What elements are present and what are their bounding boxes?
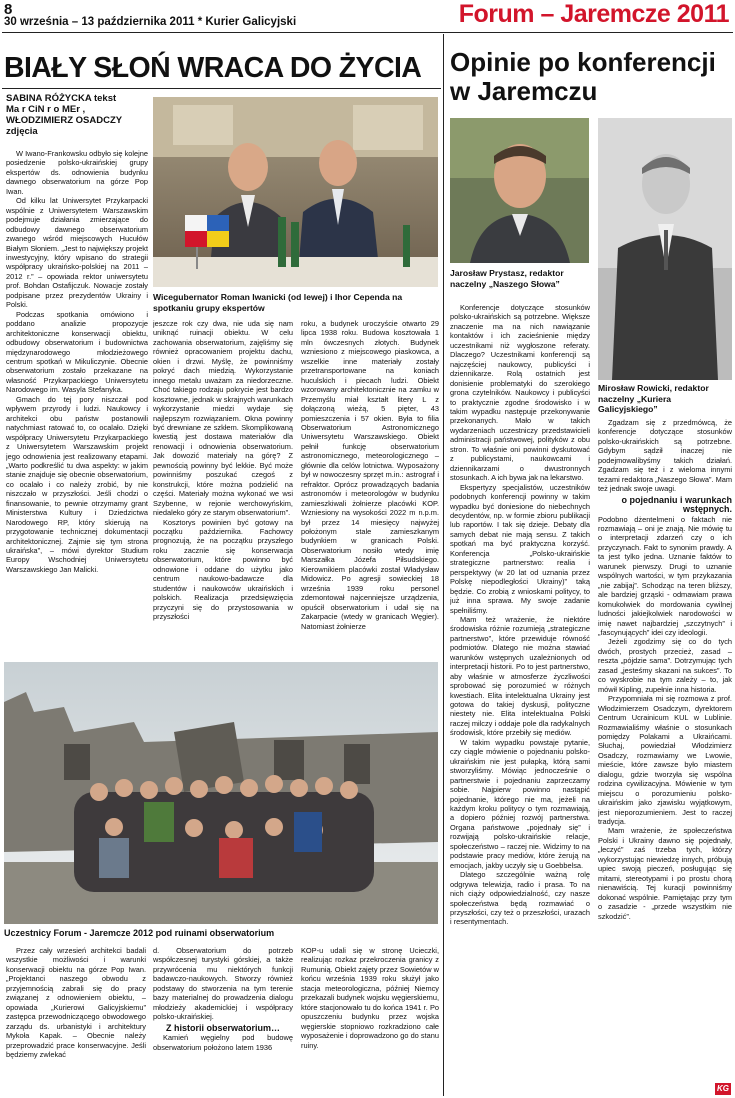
paragraph: Przez cały wrzesień architekci badali wszystkie możliwości i warunki konserwacji obiektu na górze Pop Iwan. „Projektanci naszego obwodu z przyjemnością zabrali się do pracy związanej z odnowieniem obiektu, – opowiada „Kurierowi Galicyjskiemu” zastępca przewodniczącego obwodowego zarządu ds. urbanistyki i architektury Mykoła Kapak. – Obecnie należy przeprowadzić prace konserwacyjne. Jeśli będziemy zwlekać [6, 946, 146, 1059]
subheading-history: Z historii obserwatorium… [165, 1022, 280, 1033]
paragraph: Zgadzam się z przedmówcą, że konferencje dotyczące stosunków polsko-ukraińskich są potrzebne. Gdybym sądził inaczej nie podejmowalibyśmy takich działań. Zgadzam się też i z wieloma innymi tezami redaktora „Naszego Słowa”. Mam też jednak swoje uwagi. [598, 418, 732, 494]
paragraph: KOP-u udali się w stronę Ucieczki, realizując rozkaz przekroczenia granicy z Rumunią. Obiekt zajęty przez Sowietów w końcu września 1939 roku służył jako stacja meteorologiczna, później Niemcy przekazali budynek wojsku węgierskiemu, które stacjonowało tu do końca 1941 r. Po opuszczeniu budynku przez wojska węgierskie stopniowo rozkradziono całe wyposażenie i doprowadzono go do stanu ruiny. [301, 946, 439, 1050]
photo-prystasz [450, 118, 589, 263]
date-line: 30 września – 13 października 2011 * Kurier Galicyjski [4, 16, 297, 28]
photo-rowicki [598, 118, 732, 380]
section-title: Forum – Jaremcze 2011 [458, 0, 729, 28]
paragraph: Mam wrażenie, że społeczeństwa Polski i Ukrainy dawno się pojednały, „leczyć” zaś trzeba tych, którzy wykorzystując niewiedzę innych, próbują upiec swoją pieczeń, posługując się mitami, stereotypami i po prostu chorą nienawiścią. Tej kuracji powinniśmy dokonać wspólnie. Pamiętając przy tym o zasadzie - „przede wszystkim nie szkodzić”. [598, 826, 732, 921]
paragraph: d. Obserwatorium do potrzeb współczesnej turystyki górskiej, a także przywrócenia mu niektórych funkcji badawczo-naukowych. Stworzy również podstawy do stworzenia na tym terenie bazy materialnej do prowadzenia dialogu młodzieży akademickiej i współpracy polsko-ukraińskiej. [153, 946, 293, 1022]
photo-group-ruins [4, 662, 438, 924]
header-rule [2, 32, 733, 33]
paragraph: Kamień węgielny pod budowę obserwatorium położono latem 1936 [153, 1033, 293, 1052]
article1-bottom-column-1 [6, 946, 146, 1096]
subheading-reconciliation: o pojednaniu i warunkach wstępnych. [621, 494, 732, 515]
article2-column-a [450, 303, 590, 1096]
photo-meeting-caption: Wicegubernator Roman Iwanicki (od lewej) i Ihor Cependa na spotkaniu grupy ekspertów [153, 292, 403, 313]
paragraph: Podobno dżentelmeni o faktach nie rozmawiają – oni je znają. Nie mówię tu o interpretacji zdarzeń czy o ich przyczynach. Fakt to synonim prawdy. A ta jest tylko jedna. Uznanie faktów to warunek pierwszy. Drugi to uznanie wspólnych wartości, w tym przykazania „nie zabijaj”. Schodząc na teren bliższy, ale bardziej grząski - odmawiam prawa komukolwiek do mordowania cywilnej ludności jakiejkolwiek narodowości w imię nawet najbardziej „szczytnych” i „fascynujących” idei czy ideologii. [598, 514, 732, 637]
caption-prystasz: Jarosław Prystasz, redaktor naczelny „Naszego Słowa” [450, 268, 564, 289]
paragraph: roku, a budynek uroczyście otwarto 29 lipca 1938 roku. Budowa kosztowała 1 mln ówczesnych złotych. Budynek wzniesiono z miejscowego piaskowca, a wszelkie inne materiały zostały przetransportowane na koniach huculskich i piecach ludzi. Obiekt wzorowany architektonicznie na zamku w Przemyślu miał kształt litery L z dołączoną wieżą, 5 pięter, 43 pomieszczenia i 57 okien. Była to filia Obserwatorium Astronomicznego Uniwersytetu Warszawskiego. Obiekt pełnił funkcję obserwatorium astronomicznego, meteorologicznego – głównie dla celów lotnictwa. Wyposażony był w nowoczesny sprzęt m.in.: astrograf i refraktor. Oprócz prowadzących badania astronomów i meteorologów w budynku zamieszkiwali żołnierze placówki KOP. Wzniesiony na wysokości 2022 m n.p.m. był przez 14 miesięcy najwyżej położonym stale zamieszkanym budynkiem w granicach Polski. Obserwatorium nosiło wtedy imię Marszałka Józefa Piłsudskiego. Kierownikiem placówki został Władysław Midowicz. Po agresji sowieckiej 18 września 1939 roku personel zdemontował najcenniejsze urządzenia, opuścił obserwatorium i udał się na Zakarpacie (wtedy w granicach Węgier). Natomiast żołnierze [301, 319, 439, 631]
paragraph: Przypomniała mi się rozmowa z prof. Włodzimierzem Osadczym, dyrektorem Centrum Ucrainicum KUL w Lublinie. Rozmawialiśmy właśnie o stosunkach pomiędzy Polakami a Ukraińcami. Słuchaj, powiedział Włodzimierz Osadczy, rozmawiamy we Lwowie, mieście, które zawsze było miastem dialogu, gdzie tworzyła się wspólna rodzina cywilizacyjna. Mówienie w tym miejscu o porozumieniu polsko-ukraińskim jako zjawisku wyjątkowym, jest nieporozumieniem. Jest to raczej tradycja. [598, 694, 732, 827]
paragraph: Dlatego szczególnie ważną rolę odgrywa telewizja, radio i prasa. To na nich ciąży odpowiedzialność, czy nasze społeczeństwa będą rozmawiać o przyszłości, czy też o przeszłości, urazach i resentymentach. [450, 870, 590, 927]
paragraph: Ekspertyzy specjalistów, uczestników podobnych konferencji powinny w takim wypadku być doniesione do niebechnych decydentów, np. w formie zbioru publikacji lub raportów. I tak się dzieje. Debaty dla samych debat nie mają sensu. Z takich spotkań ma być praktyczna korzyść. Konferencja „Polsko-ukraińskie strategiczne partnerstwo: realia i perspektywy (w 20 lat od uznania przez Polskę niepodległości Ukrainy)” taką będzie. Co zrobią z wnioskami politycy, to już inna sprawa. My swoje zadanie spełniliśmy. [450, 482, 590, 615]
photo-meeting [153, 97, 438, 287]
paragraph: Podczas spotkania omówiono i poddano analizie propozycje architektoniczne konserwacji obiektu, odbudowy obserwatorium i budownictwa międzynarodowego młodzieżowego centrum spotkań w Mikuliczynie. Obecnie obserwatorium zostało przekazane na własność Przykarpackiego Uniwersytetu Narodowego im. Wasyla Stefanyka. [6, 309, 148, 395]
paragraph: W Iwano-Frankowsku odbyło się kolejne posiedzenie polsko-ukraińskiej grupy ekspertów ds. odnowienia budynku dawnego obserwatorium na górze Pop Iwan. [6, 149, 148, 196]
article1-byline: SABINA RÓŻYCKA tekst Ma r CiN r o MEr , WŁODZIMIERZ OSADCZY zdjęcia [6, 93, 123, 137]
publisher-logo: KG [717, 1084, 729, 1093]
article2-headline: Opinie po konferencji w Jaremczu [450, 47, 716, 106]
paragraph: Od kilku lat Uniwersytet Przykarpacki wspólnie z Uniwersytetem Warszawskim podejmuje działania zmierzające do odbudowy dawnego obserwatorium zwanego wśród miejscowych Hucułów Białym Słoniem. „Jest to największy projekt inwestycyjny, który wpisano do strategii współpracy ukraińsko-polskiej na 2011 – 2012 r.” – opowiada rektor uniwersytetu prof. Bohdan Ostafijczuk. Nowacje zostały podpisane przez prezydentów Ukrainy i Polski. [6, 196, 148, 310]
article1-headline: BIAŁY SŁOŃ WRACA DO ŻYCIA [4, 52, 422, 84]
headline-rule [2, 88, 441, 89]
photo-group-caption: Uczestnicy Forum - Jaremcze 2012 pod ruinami obserwatorium [4, 928, 275, 938]
paragraph: Mam też wrażenie, że niektóre środowiska różnie rozumieją „strategiczne partnerstwo”, które przewiduje równość podmiotów. Dlatego nie można stawiać warunków wstępnych uzależnionych od interpretacji historii. Po to jest partnerstwo, aby właśnie w atmosferze życzliwości sprobować się porozumieć w różnych kwestiach. Elita intelektualna Ukrainy jest gotowa do takiej dyskusji, polityczne niestety nie. Elita intelektualna Polski raczej milczy i oddaje pole dla radykalnych środowisk, które przebiły się mediów. [450, 614, 590, 738]
paragraph: Konferencje dotyczące stosunków polsko-ukraińskich są potrzebne. Większe znaczenie ma na nich nawiązanie kontaktów i ich zacieśnienie między uczestnikami niż wygłoszone referaty. Dlaczego? Uczestnikami konferencji są najczęściej naukowcy, publicyści i dziennikarze. Rolą ostatnich jest donisienie problematyki do szerokiego grona czytelników. Naukowcy i publicyści to praktycznie zgodne środowisko i w takim wypadku następuje przekonywanie przekonanych. Mało w takich wydarzeniach uczestniczy przedstawicieli administracji państwowej, polityków z obu stron. To właśnie oni powinni dyskutować z publicystami, naukowcami i dziennikarzami o dwustronnych stosunkach. A ich bywa jak na lekarstwo. [450, 303, 590, 483]
paragraph: Kosztorys powinien być gotowy na początku października. Fachowcy prognozują, że na początku przyszłego roku zacznie się konserwacja obserwatorium, które powinno być odnowione i oddane do użytku jako centrum naukowo-badawcze dla studentów i naukowców ukraińskich i polskich. Realizacja przedsięwzięcia przyczyni się do przystosowania w przyszłości [153, 517, 293, 622]
article2-column-b [598, 418, 732, 1082]
article1-bottom-column-2 [153, 946, 293, 1096]
article1-column-1 [6, 149, 148, 741]
paragraph: Jeżeli zgodzimy się co do tych dwóch, prostych przecież, zasad – reszta „pójdzie sama”. Dotrzymując tych zasad „jesteśmy skazani na sukces”. To co wyskrobie na tym zależy – to, jak mówił Kipling, zupełnie inna historia. [598, 637, 732, 694]
caption-rowicki: Mirosław Rowicki, redaktor naczelny „Kuriera Galicyjskiego” [598, 383, 709, 414]
paragraph: jeszcze rok czy dwa, nie uda się nam uniknąć ruinacji obiektu. W celu zachowania obserwatorium, zajęliśmy się również opracowaniem projektu dachu, okien i drzwi. Myślę, że powinniśmy pokryć dach miedzią. Wykorzystanie innego metalu uważam za niedorzeczne. Choć takiego rodzaju pokrycie jest bardzo kosztowne, jednak w skrajnych warunkach wykorzystanie miedzi wydaje się najlepszym rozwiązaniem. Okna powinny być drewniane ze szkłem. Skomplikowaną kwestią jest dostawa materiałów dla renowacji i odnowienia obserwatorium. Jak dowozić materiały na górę? Z pewnością powinny być lekkie. Być może powinniśmy poszukać czegoś z konstrukcji, które można podzielić na części. Materiały można wykonać we wsi Szybenne, w rejonie werchowyńskim, niedaleko góry ze starym obserwatorium”. [153, 319, 293, 518]
paragraph: W takim wypadku powstaje pytanie, czy ciągle mówienie o pojednaniu polsko-ukraińskim nie jest pułapką, którą sami stworzyliśmy. Mówiąc jednocześnie o partnerstwie i pojednaniu zaprzeczamy sobie. Najpierw powinno nastąpić pojednanie, którego nie ma, jeżeli na każdym kroku politycy o tym rozmawiają, a dopiero później rozwój partnerstwa. Organa państwowe „pojednały się” i rozwijają polsko-ukraińskie relacje, społeczeństwo – raczej nie. Widzimy to na podstawie pracy mediów, które żerują na emocjach, jakby uczyły się u Goebbelsa. [450, 737, 590, 870]
paragraph: Gmach do tej pory niszczał pod wpływem przyrody i ludzi. Naukowcy i architekci obu państw postanowili natychmiast ratować to, co ocalało. Dzięki współpracy Uniwersytetu Przykarpackiego z Uniwersytetem Warszawskim projekt jego odnowienia jest realizowany etapami. „Warto podkreślić tu dwa aspekty: w jakim stanie znajduje się obecnie obserwatorium, co ocalało i co należy zrobić, by nie niszczało w przyszłości. Jeśli chodzi o finansowanie, to pewnie otrzymamy grant Ministerstwa Kultury i Dziedzictwa Narodowego RP, który skierują na przygotowanie technicznej dokumentacji architektonicznej. Zajmie się tym strona ukraińska”, – mówi dyrektor Studium Europy Wschodniej Uniwersytetu Warszawskiego Jan Malicki. [6, 394, 148, 574]
article-divider [443, 34, 444, 1096]
article1-bottom-column-3 [301, 946, 439, 1096]
page-number: 8 [4, 1, 13, 18]
